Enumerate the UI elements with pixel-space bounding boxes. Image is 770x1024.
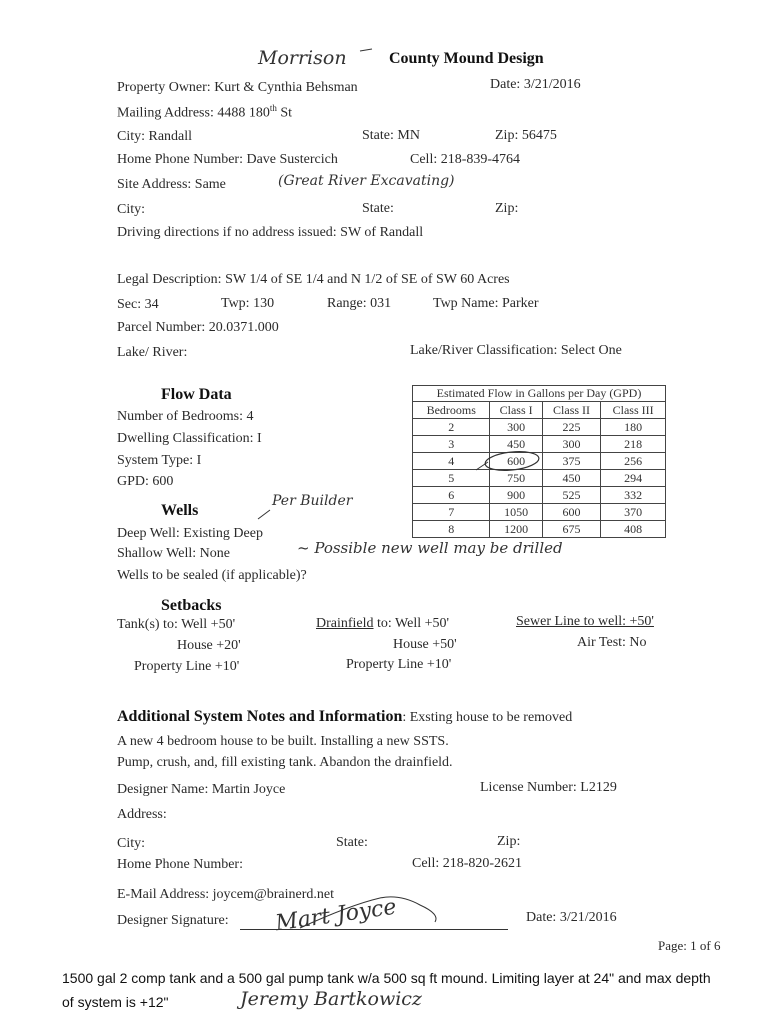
flow-cell: 1200 [490,521,542,538]
signature-label: Designer Signature: [117,913,229,928]
tank-setback-well: Tank(s) to: Well +50' [117,617,236,632]
setbacks-heading: Setbacks [161,597,222,614]
system-type: System Type: I [117,453,202,468]
flow-circle-mark [484,449,540,473]
flow-cell: 332 [601,487,666,504]
flow-table-caption: Estimated Flow in Gallons per Day (GPD) [413,386,666,402]
air-test: Air Test: No [577,635,647,650]
page-number: Page: 1 of 6 [658,938,721,953]
lake-river: Lake/ River: [117,345,188,360]
site-note-handwritten: (Great River Excavating) [278,173,455,189]
flow-cell: 370 [601,504,666,521]
site-city: City: [117,202,146,217]
county-name-handwritten: Morrison [258,47,347,69]
flow-cell: 5 [413,470,490,487]
legal-section: Sec: 34 [117,297,159,312]
flow-table-header: Class I [490,402,542,419]
per-builder-arrow [258,510,270,519]
flow-cell: 300 [490,419,542,436]
license-number: License Number: L2129 [480,780,617,795]
sewer-setback: Sewer Line to well: +50' [516,614,654,629]
site-zip: Zip: [495,201,519,216]
form-title: County Mound Design [389,50,544,67]
designer-city: City: [117,836,146,851]
wells-heading: Wells [161,502,199,519]
flow-cell-selected: 600 [490,453,542,470]
tank-setback-property: Property Line +10' [134,659,240,674]
flow-cell: 375 [542,453,600,470]
flow-cell: 4 [413,453,490,470]
flow-cell: 600 [542,504,600,521]
mailing-address: Mailing Address: 4488 180th St [117,103,293,121]
flow-cell: 6 [413,487,490,504]
notes-line-1: A new 4 bedroom house to be built. Installing a new SSTS. [117,734,449,749]
drainfield-setback-house: House +50' [393,637,457,652]
designer-zip: Zip: [497,834,521,849]
drainfield-setback-well: Drainfield to: Well +50' [316,616,450,631]
site-state: State: [362,201,394,216]
designer-signature: Mart Joyce [273,894,398,937]
county-underline-mark [360,49,372,51]
reviewer-signature: Jeremy Bartkowicz [240,988,422,1010]
flow-cell: 1050 [490,504,542,521]
designer-date: Date: 3/21/2016 [526,910,617,925]
flow-table-header: Class II [542,402,600,419]
notes-line-2: Pump, crush, and, fill existing tank. Abandon the drainfield. [117,755,453,770]
signature-flourish [300,897,436,928]
flow-table-header: Class III [601,402,666,419]
flow-cell: 408 [601,521,666,538]
flow-cell: 8 [413,521,490,538]
flow-data-heading: Flow Data [161,386,232,403]
flow-cell: 225 [542,419,600,436]
flow-cell: 750 [490,470,542,487]
flow-cell: 2 [413,419,490,436]
legal-range: Range: 031 [327,296,392,311]
gpd-value: GPD: 600 [117,474,174,489]
legal-township: Twp: 130 [221,296,275,311]
wells-sealed: Wells to be sealed (if applicable)? [117,568,307,583]
designer-email: E-Mail Address: joycem@brainerd.net [117,887,334,902]
flow-cell: 675 [542,521,600,538]
dwelling-classification: Dwelling Classification: I [117,431,262,446]
number-of-bedrooms: Number of Bedrooms: 4 [117,409,254,424]
shallow-well: Shallow Well: None [117,546,230,561]
owner-state: State: MN [362,128,420,143]
site-address: Site Address: Same [117,177,226,192]
designer-home-phone: Home Phone Number: [117,857,243,872]
flow-cell: 450 [490,436,542,453]
property-owner: Property Owner: Kurt & Cynthia Behsman [117,80,358,95]
owner-cell: Cell: 218-839-4764 [410,152,521,167]
flow-cell: 300 [542,436,600,453]
per-builder-handwritten: Per Builder [272,493,353,509]
summary-line-1: 1500 gal 2 comp tank and a 500 gal pump tank w/a 500 sq ft mound. Limiting layer at 24" and max depth [62,970,711,986]
summary-line-2: of system is +12" [62,994,169,1010]
flow-cell: 294 [601,470,666,487]
flow-cell: 450 [542,470,600,487]
flow-cell: 525 [542,487,600,504]
lake-classification: Lake/River Classification: Select One [410,343,622,358]
form-date: Date: 3/21/2016 [490,77,581,92]
possible-well-note: ~ Possible new well may be drilled [297,539,563,557]
flow-cell: 256 [601,453,666,470]
flow-cell: 218 [601,436,666,453]
owner-zip: Zip: 56475 [495,128,557,143]
flow-cell: 180 [601,419,666,436]
township-name: Twp Name: Parker [433,296,539,311]
notes-heading: Additional System Notes and Information: Exsting house to be removed [117,708,573,725]
designer-address: Address: [117,807,167,822]
flow-cell: 900 [490,487,542,504]
owner-city: City: Randall [117,129,193,144]
designer-name: Designer Name: Martin Joyce [117,782,286,797]
legal-description: Legal Description: SW 1/4 of SE 1/4 and N 1/2 of SE of SW 60 Acres [117,272,510,287]
designer-state: State: [336,835,368,850]
flow-table-header: Bedrooms [413,402,490,419]
drainfield-setback-property: Property Line +10' [346,657,452,672]
parcel-number: Parcel Number: 20.0371.000 [117,320,279,335]
flow-cell: 7 [413,504,490,521]
tank-setback-house: House +20' [177,638,241,653]
home-phone: Home Phone Number: Dave Sustercich [117,152,338,167]
flow-cell: 3 [413,436,490,453]
driving-directions: Driving directions if no address issued: SW of Randall [117,225,424,240]
designer-cell: Cell: 218-820-2621 [412,856,523,871]
deep-well: Deep Well: Existing Deep [117,526,263,541]
